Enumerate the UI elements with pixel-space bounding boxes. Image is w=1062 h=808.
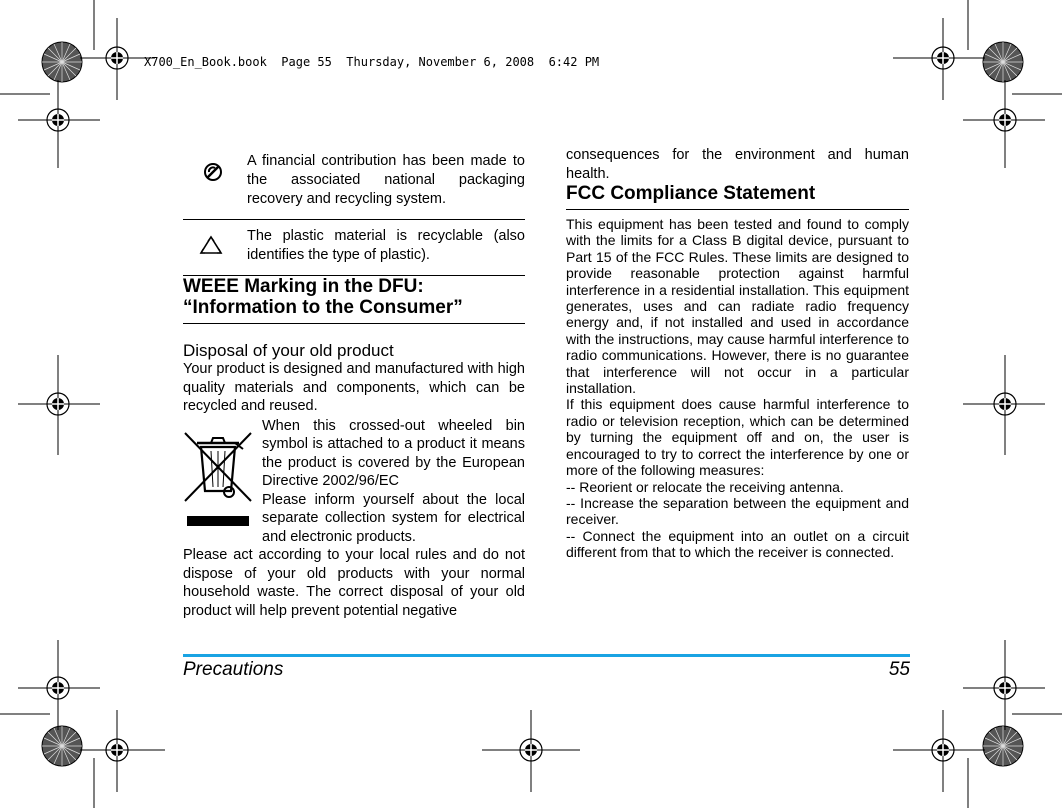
symbol-row — [183, 150, 525, 220]
symbol-cell — [183, 150, 247, 220]
page-number: 55 — [888, 659, 910, 680]
footer-section-name: Precautions — [183, 659, 284, 680]
corner-star-bottom-left — [42, 726, 82, 766]
bin-underline-bar — [187, 516, 249, 526]
weee-section-title — [183, 276, 525, 324]
bin-block — [183, 417, 525, 547]
weee-intro: Your product is designed and manufactured with high quality materials and components, which can be recycled and reused. — [183, 361, 525, 414]
symbol-description: The plastic material is recyclable (also identifies the type of plastic). — [247, 220, 525, 276]
weee-continuation: consequences for the environment and human health. — [566, 147, 909, 182]
fcc-section-title: FCC Compliance Statement — [566, 183, 909, 210]
green-dot-icon — [193, 158, 233, 188]
symbol-row — [183, 220, 525, 276]
fcc-paragraph: -- Increase the separation between the equipment and receiver. — [566, 494, 909, 528]
fcc-paragraph: If this equipment does cause harmful interference to radio or television reception, which can be determined by turning the equipment off and on, the user is encouraged to try to correct the interference by one or more of the following measures: — [566, 396, 909, 479]
weee-title-line1: WEEE Marking in the DFU: — [183, 276, 424, 297]
left-column — [183, 150, 525, 620]
symbol-description: A financial contribution has been made to the associated national packaging recovery and recycling system. — [247, 150, 525, 220]
fcc-paragraph: This equipment has been tested and found to comply with the limits for a Class B digital device, pursuant to Part 15 of the FCC Rules. These limits are designed to provide reasonable protection against harmful interference in a residential installation. This equipment generates, uses and can radiate radio frequency energy and, if not installed and used in accordance with the instructions, may cause harmful interference to radio communications. However, there is no guarantee that interference will not occur in a particular installation. — [566, 216, 909, 397]
print-header: X700_En_Book.book Page 55 Thursday, November 6, 2008 6:42 PM — [144, 55, 600, 69]
weee-closing: Please act according to your local rules and do not dispose of your old products with your normal household waste. The correct disposal of your old product will help prevent potential negative — [183, 547, 525, 619]
corner-star-bottom-right — [983, 726, 1023, 766]
corner-star-top-right — [983, 42, 1023, 82]
fcc-paragraph: -- Connect the equipment into an outlet on a circuit different from that to which the receiver is connected. — [566, 527, 909, 561]
symbol-cell — [183, 220, 247, 276]
symbol-table — [183, 150, 525, 276]
fcc-body — [566, 216, 909, 561]
bin-advice: Please inform yourself about the local separate collection system for electrical and electronic products. — [262, 491, 525, 545]
crossed-out-wheeled-bin-icon — [183, 423, 253, 535]
disposal-subtitle: Disposal of your old product — [183, 341, 394, 360]
corner-star-top-left — [42, 42, 82, 82]
recycle-triangle-icon — [191, 231, 231, 261]
footer-rule — [183, 654, 910, 657]
weee-title-line2: “Information to the Consumer” — [183, 297, 463, 318]
bin-text — [262, 417, 525, 547]
fcc-paragraph: -- Reorient or relocate the receiving antenna. — [566, 478, 844, 495]
right-column — [566, 146, 909, 561]
bin-explanation: When this crossed-out wheeled bin symbol is attached to a product it means the product is covered by the European Directive 2002/96/EC — [262, 417, 525, 489]
